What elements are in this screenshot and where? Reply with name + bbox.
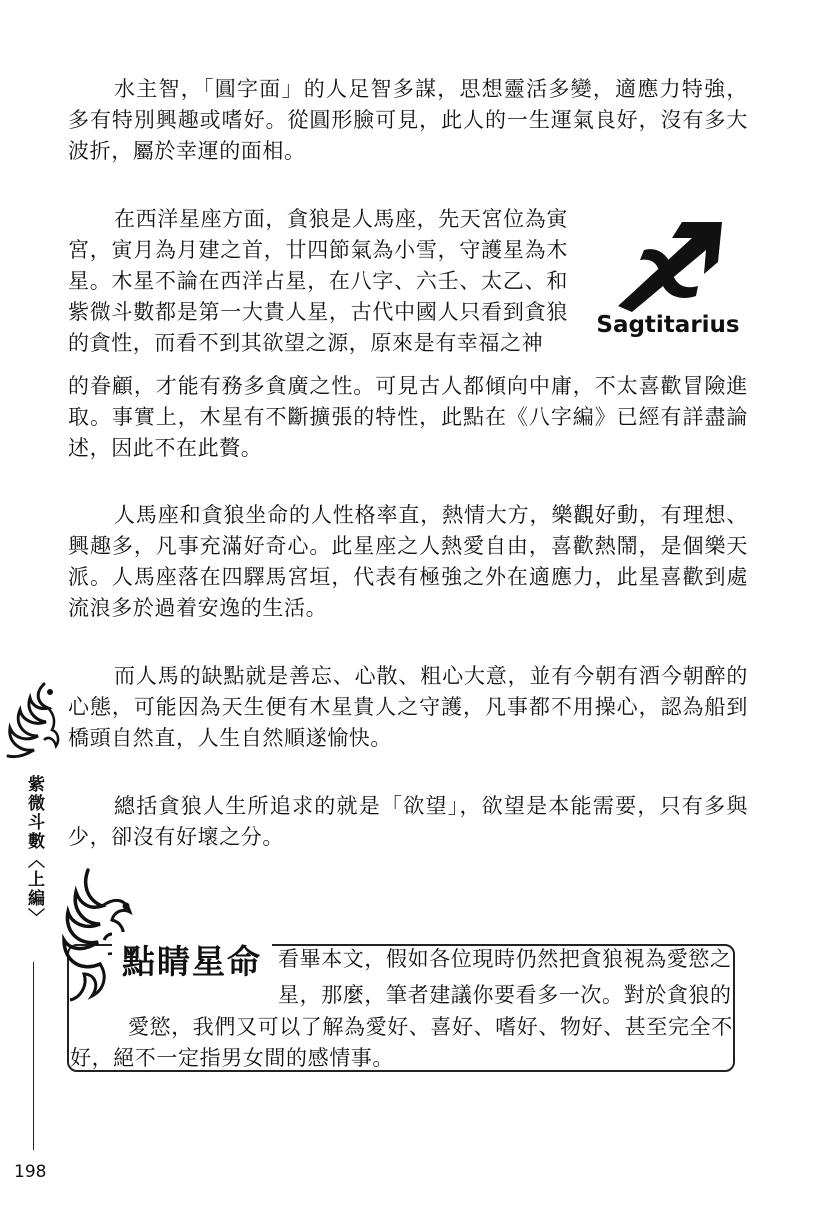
paragraph-weakness: 而人馬的缺點就是善忘、心散、粗心大意，並有今朝有酒今朝醉的心態，可能因為天生便有木星貴人之守護，凡事都不用操心，認為船到橋頭自然直，人生自然順遂愉快。 <box>68 664 748 750</box>
note-badge <box>112 932 272 981</box>
page-number: 198 <box>14 1162 47 1182</box>
paragraph-western-astrology: 在西洋星座方面，貪狼是人馬座，先天宮位為寅宮，寅月為月建之首，廿四節氣為小雪，守護星為木星。木星不論在西洋占星，在八字、六壬、太乙、和紫微斗數都是第一大貴人星，古代中國人只看到貪狼的貪性，而看不到其欲望之源，原來是有幸福之神 <box>68 207 568 355</box>
paragraph-round-face: 水主智，「圓字面」的人足智多謀，思想靈活多變，適應力特強，多有特別興趣或嗜好。從圓形臉可見，此人的一生運氣良好，沒有多大波折，屬於幸運的面相。 <box>68 77 748 163</box>
note-line-4: 好，絕不一定指男女間的感情事。 <box>70 1046 394 1070</box>
paragraph-western-astrology-continued: 的眷顧，才能有務多貪廣之性。可見古人都傾向中庸，不太喜歡冒險進取。事實上，木星有不斷擴張的特性，此點在《八字編》已經有詳盡論述，因此不在此贅。 <box>68 374 748 460</box>
book-title-vertical: 紫微斗數〈上編〉 <box>24 775 44 927</box>
note-line-1: 看畢本文，假如各位現時仍然把貪狼視為愛慾之 <box>278 947 732 971</box>
sagittarius-figure <box>588 212 748 346</box>
side-divider <box>33 962 34 1150</box>
sagittarius-label: Sagtitarius <box>596 312 740 338</box>
sagittarius-symbol-icon <box>614 216 724 312</box>
paragraph-summary: 總括貪狼人生所追求的就是「欲望」，欲望是本能需要，只有多與少，卻沒有好壞之分。 <box>68 794 748 849</box>
note-line-3: 愛慾，我們又可以了解為愛好、喜好、嗜好、物好、甚至完全不 <box>128 1015 733 1039</box>
note-badge-label: 點睛星命 <box>122 942 262 981</box>
note-line-2: 星，那麼，筆者建議你要看多一次。對於貪狼的 <box>278 983 732 1007</box>
phoenix-ornament-icon <box>4 680 62 762</box>
paragraph-personality: 人馬座和貪狼坐命的人性格率直，熱情大方，樂觀好動，有理想、興趣多，凡事充滿好奇心。此星座之人熱愛自由，喜歡熱鬧，是個樂天派。人馬座落在四驛馬宮垣，代表有極強之外在適應力，此星喜歡到處流浪多於過着安逸的生活。 <box>68 503 748 620</box>
